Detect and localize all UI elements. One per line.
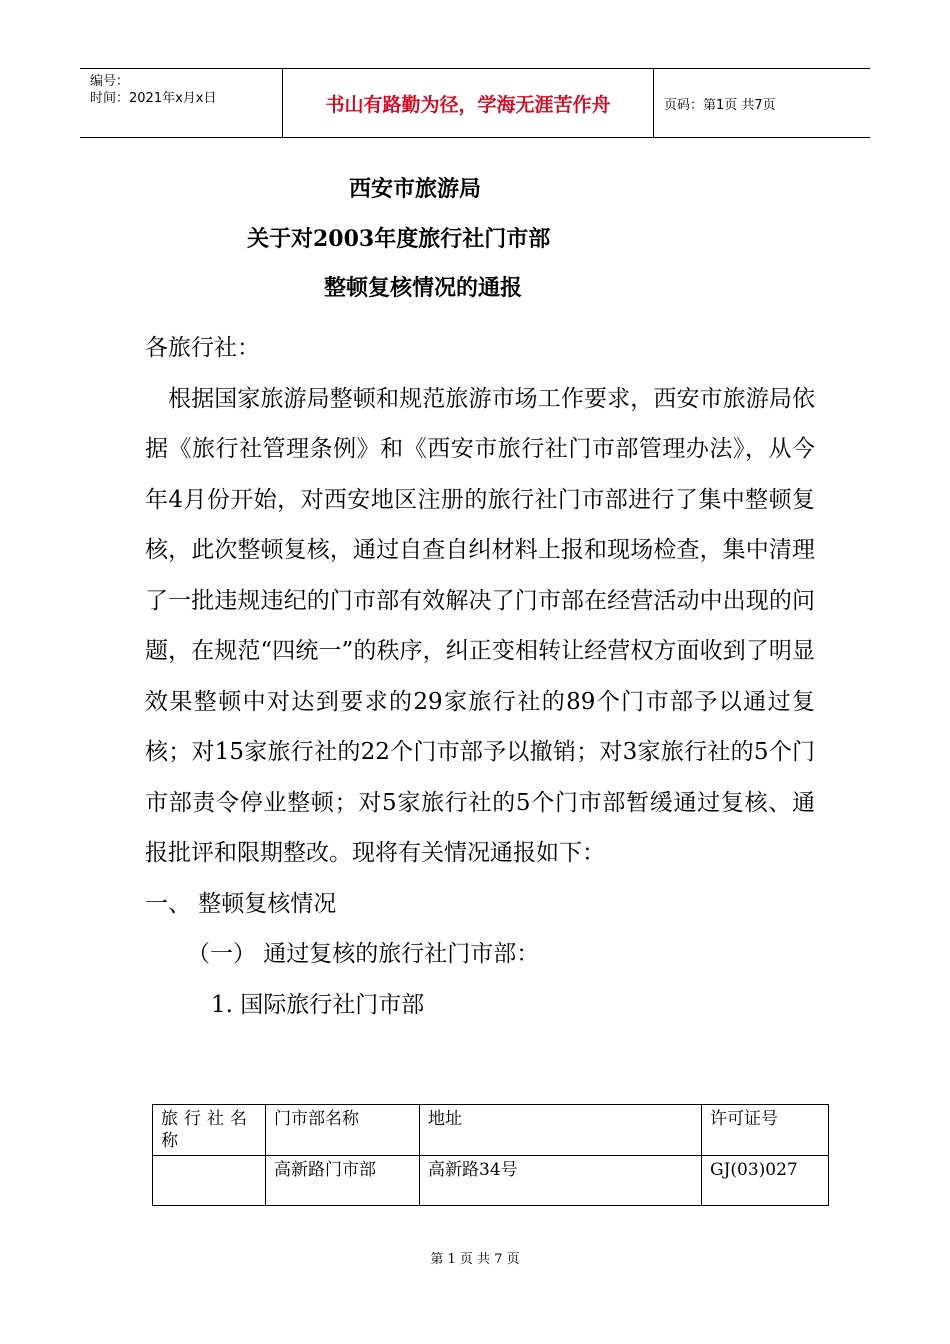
- table-header-row: [153, 1105, 829, 1156]
- cell-branch-name: 高新路门市部: [266, 1156, 420, 1206]
- title-line-2: 关于对2003年度旅行社门市部: [247, 226, 551, 252]
- greeting: 各旅行社：: [145, 335, 260, 361]
- header-address: 地址: [420, 1105, 702, 1156]
- title-line-1: 西安市旅游局: [349, 176, 482, 202]
- document-body: [145, 323, 815, 1030]
- main-paragraph: 根据国家旅游局整顿和规范旅游市场工作要求，西安市旅游局依据《旅行社管理条例》和《西安市旅行社门市部管理办法》，从今年4月份开始，对西安地区注册的旅行社门市部进行了集中整顿复核，此次整顿复核，通过自查自纠材料上报和现场检查，集中清理了一批违规违纪的门市部有效解决了门市部在经营活动中出现的问题，在规范“四统一”的秩序，纠正变相转让经营权方面收到了明显效果整顿中对达到要求的29家旅行社的89个门市部予以通过复核；对15家旅行社的22个门市部予以撤销；对3家旅行社的5个门市部责令停业整顿；对5家旅行社的5个门市部暂缓通过复核、通报批评和限期整改。现将有关情况通报如下：: [145, 385, 815, 866]
- table-row: [153, 1156, 829, 1206]
- header-page-info: 页码：第1页 共7页: [664, 97, 776, 113]
- travel-agency-table: [152, 1104, 829, 1206]
- header-agency-name: 旅行社名称: [153, 1105, 266, 1156]
- header-license-number: 许可证号: [702, 1105, 829, 1156]
- header-branch-name: 门市部名称: [266, 1105, 420, 1156]
- header-meta: [80, 69, 282, 137]
- time-label: 时间：2021年x月x日: [90, 91, 217, 106]
- number-label: 编号：: [90, 74, 130, 89]
- title-line-3: 整顿复核情况的通报: [324, 275, 523, 301]
- cell-license-number: GJ(03)027: [702, 1156, 829, 1206]
- section-heading-2: （一） 通过复核的旅行社门市部：: [187, 941, 540, 967]
- page-footer: 第 1 页 共 7 页: [430, 1252, 520, 1267]
- cell-address: 高新路34号: [420, 1156, 702, 1206]
- document-header: [80, 68, 870, 138]
- cell-agency-name: [153, 1156, 266, 1206]
- section-heading-3: 1. 国际旅行社门市部: [211, 991, 425, 1018]
- header-motto: 书山有路勤为径，学海无涯苦作舟: [282, 69, 654, 137]
- section-heading-1: 一、 整顿复核情况: [145, 890, 337, 917]
